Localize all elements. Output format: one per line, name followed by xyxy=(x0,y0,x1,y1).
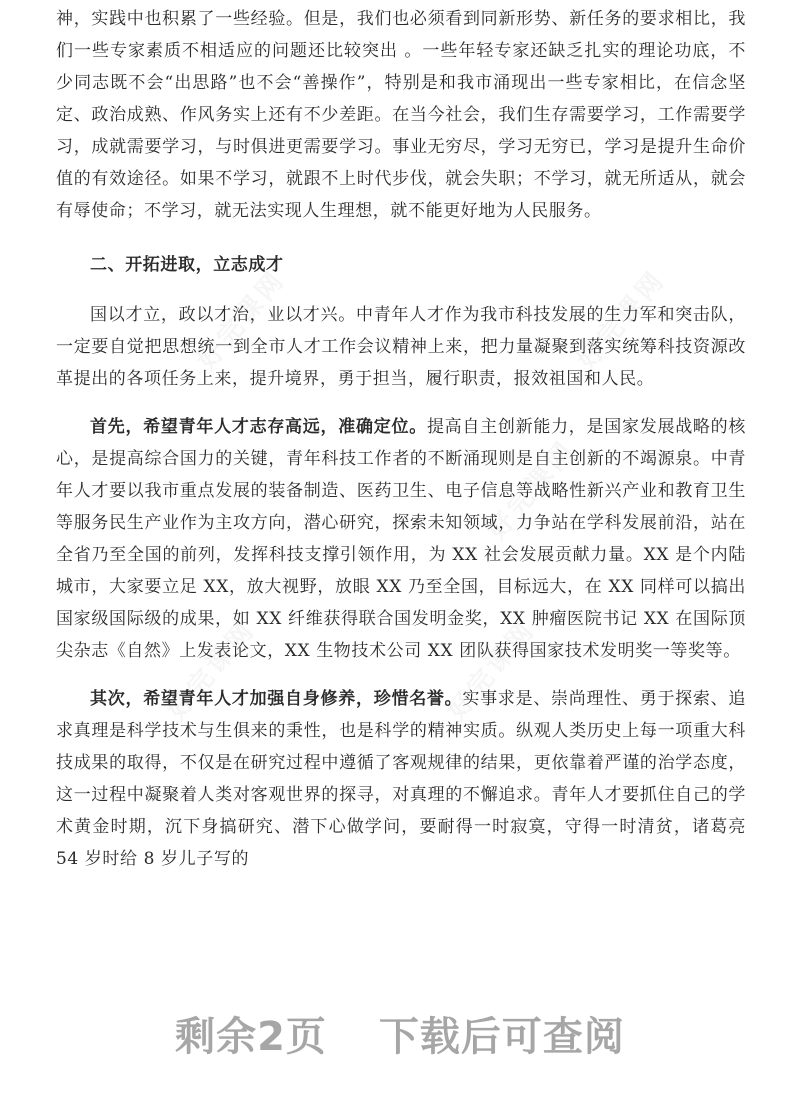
paragraph-intro: 神，实践中也积累了一些经验。但是，我们也必须看到同新形势、新任务的要求相比，我们一些专家素质不相适应的问题还比较突出 。一些年轻专家还缺乏扎实的理论功底，不少同志既不会“出思路”也不会“善操作”，特别是和我市涌现出一些专家相比，在信念坚定、政治成熟、作风务实上还有不少差距。在当今社会，我们生存需要学习，工作需要学习，成就需要学习，与时俱进更需要学习。事业无穷尽，学习无穷已，学习是提升生命价值的有效途径。如果不学习，就跟不上时代步伐，就会失职；不学习，就无所适从，就会有辱使命；不学习，就无法实现人生理想，就不能更好地为人民服务。 xyxy=(56,9,746,221)
download-banner[interactable] xyxy=(0,1005,800,1062)
document-body xyxy=(56,0,746,875)
watermark: 好完课网 xyxy=(571,264,672,376)
section-heading: 二、开拓进取，立志成才 xyxy=(90,255,284,275)
watermark: 好完课网 xyxy=(481,434,582,546)
paragraph-first-lead: 首先，希望青年人才志存高远，准确定位。 xyxy=(90,417,427,437)
paragraph-first xyxy=(56,411,746,667)
download-to-view-label[interactable]: 下载后可查阅 xyxy=(378,1014,625,1060)
paragraph-second-body: 实事求是、崇尚理性、勇于探索、追求真理是科学技术与生俱来的秉性，也是科学的精神实质。纵观人类历史上每一项重大科技成果的取得，不仅是在研究过程中遵循了客观规律的结果，更依靠着严谨的治学态度，这一过程中凝聚着人类对客观世界的探寻，对真理的不懈追求。青年人才要抓住自己的学术黄金时期，沉下身搞研究、潜下心做学问，要耐得一时寂寞，守得一时清贫，诸葛亮 54 岁时给 8 岁儿子写的 xyxy=(56,689,746,869)
paragraph-first-body: 提高自主创新能力，是国家发展战略的核心，是提高综合国力的关键，青年科技工作者的不断涌现则是自主创新的不竭源泉。中青年人才要以我市重点发展的装备制造、医药卫生、电子信息等战略性新兴产业和教育卫生等服务民生产业作为主攻方向，潜心研究，探索未知领域，力争站在学科发展前沿，站在全省乃至全国的前列，发挥科技支撑引领作用，为 XX 社会发展贡献力量。XX 是个内陆城市，大家要立足 XX，放大视野，放眼 XX 乃至全国，目标远大，在 XX 同样可以搞出国家级国际级的成果，如 XX 纤维获得联合国发明金奖，XX 肿瘤医院书记 XX 在国际顶尖杂志《自然》上发表论文，XX 生物技术公司 XX 团队获得国家技术发明奖一等奖等。 xyxy=(56,417,746,661)
paragraph-talent: 国以才立，政以才治，业以才兴。中青年人才作为我市科技发展的生力军和突击队，一定要自觉把思想统一到全市人才工作会议精神上来，把力量凝聚到落实统筹科技资源改革提出的各项任务上来，提升境界，勇于担当，履行职责，报效祖国和人民。 xyxy=(56,305,746,389)
watermark: 好完课网 xyxy=(191,264,292,376)
watermark: 好完课网 xyxy=(441,614,542,726)
remaining-pages-label: 剩余2页 xyxy=(175,1014,327,1060)
watermark: 好完课网 xyxy=(161,614,262,726)
paragraph-second xyxy=(56,683,746,875)
paragraph-second-lead: 其次，希望青年人才加强自身修养，珍惜名誉。 xyxy=(90,689,463,709)
